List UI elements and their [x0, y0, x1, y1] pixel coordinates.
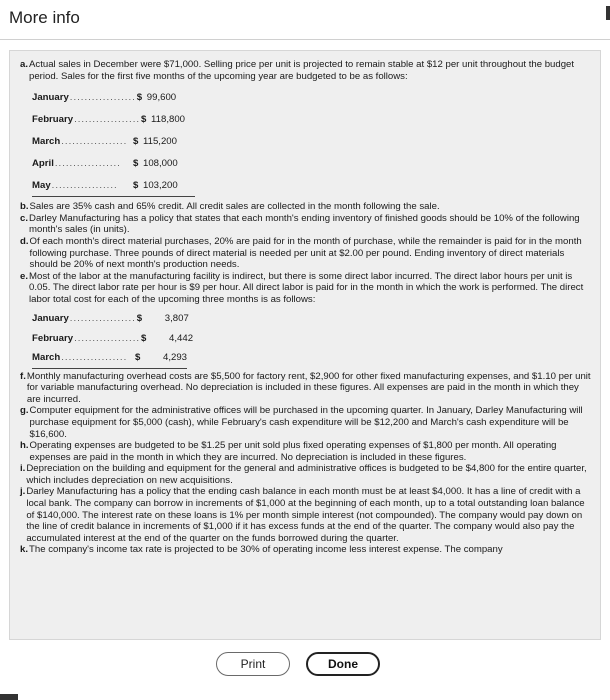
item-h: [20, 440, 594, 463]
bottom-edge-mark: [0, 694, 18, 700]
currency-symbol: $: [135, 352, 141, 364]
item-text: Of each month's direct material purchases, 20% are paid for in the month of purchase, while the remainder is paid for in the month following purchase. Three pounds of direct material is needed per unit at $2.00 per pound. Ending inventory of direct materials should be 20% of next month's production needs.: [29, 235, 582, 271]
item-text: Most of the labor at the manufacturing facility is indirect, but there is some direct labor incurred. The direct labor hours per unit is 0.05. The direct labor rate per hour is $9 per hour. All direct labor is paid for in the month in which the work is performed. The direct labor total cost for each of the upcoming three months is as follows:: [29, 270, 584, 305]
item-e: [20, 271, 594, 306]
month-label: March: [32, 352, 61, 364]
item-text: Computer equipment for the administrative offices will be purchased in the upcoming quarter. In January, Darley Manufacturing will purchase equipment for $5,000 (cash), while February's cash expenditure will be $12,200 and March's cash expenditure will be $16,600.: [29, 405, 583, 440]
sales-value: 115,200: [143, 136, 177, 148]
item-label: e.: [20, 270, 29, 282]
window-title-bar: [0, 0, 610, 40]
month-label: January: [32, 312, 69, 324]
labor-value: 3,807: [164, 312, 189, 324]
table-row: March .................. $ 115,200: [32, 131, 195, 153]
info-panel: [9, 50, 601, 640]
month-label: January: [32, 92, 69, 104]
currency-symbol: $: [136, 92, 143, 104]
sales-value: 99,600: [146, 92, 177, 104]
item-label: g.: [20, 405, 29, 417]
item-label: a.: [20, 59, 29, 70]
currency-symbol: $: [133, 158, 139, 170]
sales-table: [32, 87, 195, 197]
currency-symbol: $: [141, 332, 147, 344]
item-text: Darley Manufacturing has a policy that states that each month's ending inventory of finished goods should be 10% of the following month's sales (in units).: [29, 212, 580, 236]
month-label: February: [32, 332, 74, 344]
labor-table: [32, 309, 194, 369]
month-label: February: [32, 114, 74, 126]
sales-value: 118,800: [151, 114, 186, 126]
item-a: [20, 59, 594, 82]
currency-symbol: $: [133, 136, 139, 148]
item-k: [20, 544, 594, 556]
print-button[interactable]: Print: [216, 652, 290, 676]
currency-symbol: $: [141, 114, 147, 126]
labor-value: 4,293: [162, 352, 187, 364]
table-row: February .................. $ 118,800: [32, 109, 195, 131]
item-label: k.: [20, 544, 29, 556]
item-label: i.: [20, 463, 26, 475]
item-i: [20, 463, 594, 486]
item-d: [20, 236, 594, 271]
month-label: March: [32, 136, 61, 148]
table-row: February .................. $ 4,442: [32, 332, 194, 344]
item-label: b.: [20, 201, 29, 213]
item-label: f.: [20, 370, 26, 382]
table-row: May .................. $ 103,200: [32, 175, 195, 197]
close-handle[interactable]: [606, 6, 610, 20]
info-content: [20, 59, 594, 556]
window-title: More info: [9, 8, 80, 27]
item-f: [20, 371, 594, 406]
item-label: d.: [20, 235, 29, 247]
item-text: The company's income tax rate is projected to be 30% of operating income less interest expense. The company: [29, 544, 503, 556]
month-label: May: [32, 179, 51, 191]
table-row: March .................. $ 4,293: [32, 349, 187, 369]
item-text: Monthly manufacturing overhead costs are $5,500 for factory rent, $2,900 for other fixed manufacturing expenses, and $1.10 per unit for variable manufacturing overhead. No depreciation is included in these figures. All expenses are paid in the month in which they are incurred.: [26, 370, 591, 405]
currency-symbol: $: [136, 312, 143, 324]
item-text: Actual sales in December were $71,000. Selling price per unit is projected to remain stable at $12 per unit throughout the budget period. Sales for the first five months of the upcoming year are budgeted to be as follows:: [29, 59, 575, 82]
table-row: January .................. $ 99,600: [32, 87, 195, 109]
item-b: [20, 201, 594, 213]
item-label: h.: [20, 440, 29, 452]
item-j: [20, 486, 594, 544]
sales-value: 108,000: [143, 158, 178, 170]
item-c: [20, 213, 594, 236]
table-row: April .................. $ 108,000: [32, 153, 195, 175]
labor-value: 4,442: [169, 332, 194, 344]
done-button[interactable]: Done: [306, 652, 380, 676]
item-label: j.: [20, 486, 26, 498]
item-text: Darley Manufacturing has a policy that the ending cash balance in each month must be at least $4,000. It has a line of credit with a local bank. The company can borrow in increments of $1,000 at the beginning of each month, up to a total outstanding loan balance of $140,000. The interest rate on these loans is 1% per month simple interest (not compounded). The company would pay down on the line of credit balance in increments of $1,000 if it has excess funds at the end of the quarter. The company would also pay the accumulated interest at the end of the quarter on the funds borrowed during the quarter.: [26, 486, 585, 544]
item-label: c.: [20, 212, 29, 224]
item-g: [20, 405, 594, 440]
sales-value: 103,200: [143, 179, 178, 191]
item-text: Operating expenses are budgeted to be $1.25 per unit sold plus fixed operating expenses of $1,800 per month. All operating expenses are paid in the month in which they are incurred. No depreciation is included in these figures.: [29, 440, 557, 463]
item-text: Depreciation on the building and equipment for the general and administrative offices is budgeted to be $4,800 for the entire quarter, which includes depreciation on new acquisitions.: [26, 463, 587, 486]
currency-symbol: $: [133, 179, 139, 191]
table-row: January .................. $ 3,807: [32, 312, 189, 324]
item-text: Sales are 35% cash and 65% credit. All credit sales are collected in the month following the sale.: [29, 201, 440, 213]
month-label: April: [32, 158, 54, 170]
